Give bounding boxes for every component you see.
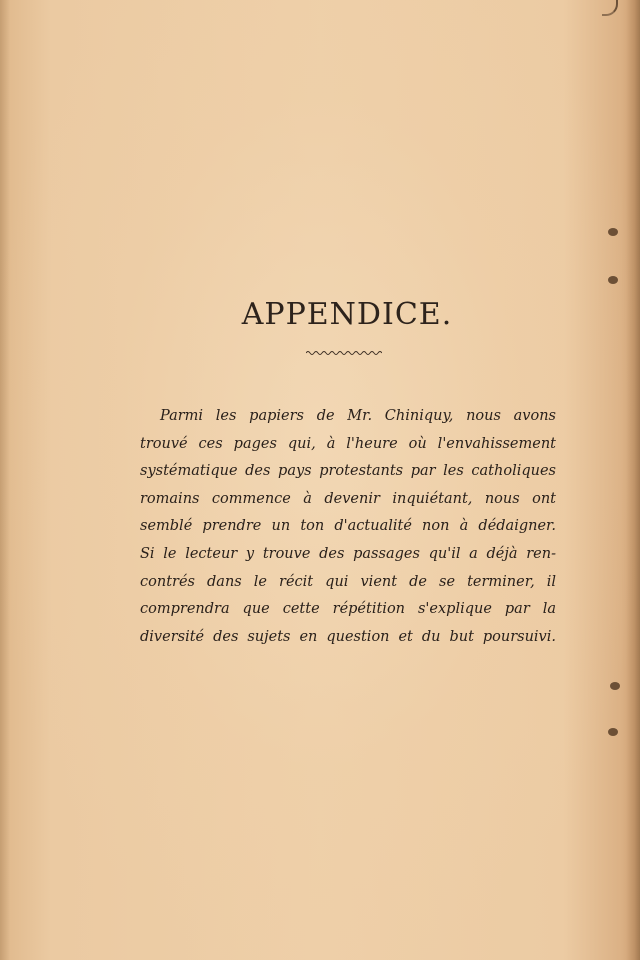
paragraph-line: semblé prendre un ton d'actualité non à dédaigner. bbox=[140, 518, 556, 535]
page-title: APPENDICE. bbox=[241, 297, 453, 332]
paragraph-line: Si le lecteur y trouve des passages qu'il a déjà ren- bbox=[140, 545, 556, 562]
corner-tear-mark bbox=[602, 0, 618, 16]
paragraph-line: Parmi les papiers de Mr. Chiniquy, nous avons bbox=[160, 408, 556, 424]
paragraph-line: romains commence à devenir inquiétant, nous ont bbox=[140, 490, 556, 507]
binding-hole-icon bbox=[608, 228, 618, 236]
paragraph-line: systématique des pays protestants par les catholiques bbox=[140, 463, 556, 480]
binding-hole-icon bbox=[608, 728, 618, 736]
wavy-rule-ornament-icon bbox=[306, 350, 382, 356]
paragraph-line: contrés dans le récit qui vient de se terminer, il bbox=[140, 573, 556, 590]
page-shadow-left bbox=[0, 0, 10, 960]
binding-hole-icon bbox=[608, 276, 618, 284]
paragraph-line: comprendra que cette répétition s'explique par la bbox=[140, 601, 556, 618]
appendix-paragraph bbox=[140, 403, 556, 651]
paragraph-line: diversité des sujets en question et du but poursuivi. bbox=[140, 628, 556, 645]
page-shadow-right bbox=[626, 0, 640, 960]
binding-hole-icon bbox=[610, 682, 620, 690]
paragraph-line: trouvé ces pages qui, à l'heure où l'envahissement bbox=[140, 435, 556, 452]
